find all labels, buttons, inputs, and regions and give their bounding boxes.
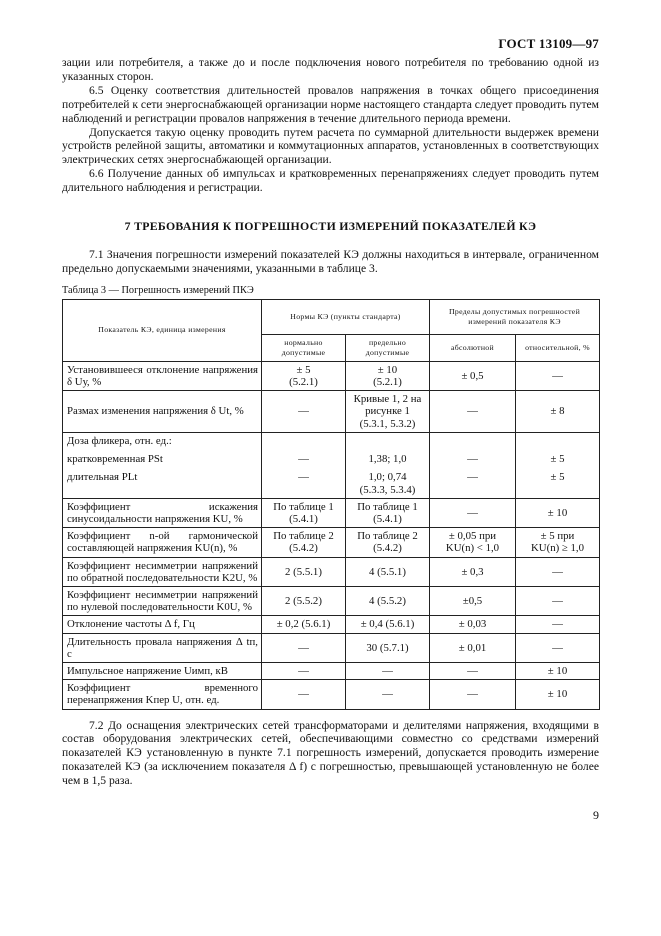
header-abs: абсолютной — [430, 334, 516, 361]
paragraph-7-2: 7.2 До оснащения электрических сетей трансформаторами и делителями напряжения, входящими в состав оборудования электрических сетей, обеспечивающими совместно со средствами измерений показателей КЭ установленную в пункте 7.1 погрешность измерений, допускается проводить измерение показателей КЭ (за исключением показателя Δ f) с погрешностью, превышающей установленную не более чем в 1,5 раза. — [62, 718, 599, 788]
cell-normal: — — [262, 680, 346, 709]
cell-abs: — — [430, 680, 516, 709]
cell-rel: ± 10 — [516, 662, 600, 679]
paragraph-6-5: 6.5 Оценку соответствия длительностей провалов напряжения в точках общего присоединения потребителей к сети энергоснабжающей организации норме настоящего стандарта следует проводить путем наблюдений и регистрации провалов напряжения в течение длительного периода времени. — [62, 83, 599, 125]
cell-abs: ± 0,03 — [430, 616, 516, 633]
cell-max: ± 0,4 (5.6.1) — [346, 616, 430, 633]
table-header-row — [63, 299, 600, 334]
page-number: 9 — [593, 808, 599, 822]
cell-max: По таблице 2 (5.4.2) — [346, 528, 430, 557]
table-row — [63, 616, 600, 633]
cell-normal: 2 (5.5.2) — [262, 586, 346, 615]
cell-abs: ±0,5 — [430, 586, 516, 615]
table-row — [63, 557, 600, 586]
cell-rel: ± 10 — [516, 498, 600, 527]
cell-abs: ± 0,5 — [430, 361, 516, 390]
paragraph-6-5-note: Допускается такую оценку проводить путем расчета по суммарной длительности выдержек времени устройств релейной защиты, автоматики и коммутационных аппаратов, установленных в соответствующих электрических сетях энергоснабжающей организации. — [62, 125, 599, 167]
cell-normal: — — [262, 633, 346, 662]
cell-rel: — — [516, 616, 600, 633]
row-name-temporary-overvoltage: Коэффициент временного перенапряжения Kпер U, отн. ед. — [63, 680, 262, 709]
cell-rel: ± 5 при KU(n) ≥ 1,0 — [516, 528, 600, 557]
document-code-header: ГОСТ 13109—97 — [498, 36, 599, 51]
cell-max: — — [346, 662, 430, 679]
cell-rel: — — [516, 586, 600, 615]
cell-abs: ± 0,05 при KU(n) < 1,0 — [430, 528, 516, 557]
table-row — [63, 391, 600, 433]
cell-max: 1,38; 1,0 1,0; 0,74 (5.3.3, 5.3.4) — [346, 432, 430, 498]
paragraph-6-6: 6.6 Получение данных об импульсах и кратковременных перенапряжениях следует проводить путем длительного наблюдения и регистрации. — [62, 167, 599, 195]
cell-normal: — — [262, 391, 346, 433]
table-row — [63, 680, 600, 709]
cell-normal: По таблице 1 (5.4.1) — [262, 498, 346, 527]
section-7-title: 7 ТРЕБОВАНИЯ К ПОГРЕШНОСТИ ИЗМЕРЕНИЙ ПОКАЗАТЕЛЕЙ КЭ — [124, 219, 537, 234]
table-row — [63, 586, 600, 615]
page-content — [62, 56, 599, 788]
table-row — [63, 498, 600, 527]
cell-rel: — — [516, 557, 600, 586]
cell-max: Кривые 1, 2 на рисунке 1 (5.3.1, 5.3.2) — [346, 391, 430, 433]
header-indicator: Показатель КЭ, единица измерения — [63, 299, 262, 361]
cell-normal: По таблице 2 (5.4.2) — [262, 528, 346, 557]
header-normal: нормально допустимые — [262, 334, 346, 361]
cell-abs: — — [430, 662, 516, 679]
paragraph-continuation: зации или потребителя, а также до и после подключения нового потребителя по требованию одной из указанных сторон. — [62, 56, 599, 83]
row-name-voltage-deviation: Установившееся отклонение напряжения δ Uу, % — [63, 361, 262, 390]
row-name-flicker: Доза фликера, отн. ед.: кратковременная PSt длительная PLt — [63, 432, 262, 498]
table-row — [63, 361, 600, 390]
row-name-negative-sequence: Коэффициент несимметрии напряжений по обратной последовательности K2U, % — [63, 557, 262, 586]
cell-normal: — — — [262, 432, 346, 498]
row-name-harmonic: Коэффициент n-ой гармонической составляющей напряжения KU(n), % — [63, 528, 262, 557]
cell-max: По таблице 1 (5.4.1) — [346, 498, 430, 527]
cell-normal: 2 (5.5.1) — [262, 557, 346, 586]
cell-abs: ± 0,01 — [430, 633, 516, 662]
row-name-thd: Коэффициент искажения синусоидальности напряжения KU, % — [63, 498, 262, 527]
header-max: предельно допустимые — [346, 334, 430, 361]
header-rel: относительной, % — [516, 334, 600, 361]
table-row — [63, 528, 600, 557]
table-caption: Таблица 3 — Погрешность измерений ПКЭ — [62, 284, 254, 296]
row-name-zero-sequence: Коэффициент несимметрии напряжений по нулевой последовательности K0U, % — [63, 586, 262, 615]
header-error-limits: Пределы допустимых погрешностей измерений показателя КЭ — [430, 299, 600, 334]
cell-abs: — — [430, 391, 516, 433]
cell-rel: — — [516, 633, 600, 662]
cell-max: — — [346, 680, 430, 709]
row-name-frequency-deviation: Отклонение частоты Δ f, Гц — [63, 616, 262, 633]
cell-rel: ± 5 ± 5 — [516, 432, 600, 498]
cell-normal: — — [262, 662, 346, 679]
cell-abs: — — — [430, 432, 516, 498]
cell-abs: — — [430, 498, 516, 527]
measurement-error-table — [62, 299, 600, 710]
cell-abs: ± 0,3 — [430, 557, 516, 586]
header-norms: Нормы КЭ (пункты стандарта) — [262, 299, 430, 334]
row-name-dip-duration: Длительность провала напряжения Δ tп, с — [63, 633, 262, 662]
cell-rel: — — [516, 361, 600, 390]
cell-max: 4 (5.5.2) — [346, 586, 430, 615]
cell-rel: ± 10 — [516, 680, 600, 709]
table-row — [63, 662, 600, 679]
paragraph-7-1: 7.1 Значения погрешности измерений показателей КЭ должны находиться в интервале, ограниченном предельно допускаемыми значениями, указанными в таблице 3. — [62, 248, 599, 275]
cell-normal: ± 0,2 (5.6.1) — [262, 616, 346, 633]
table-row — [63, 633, 600, 662]
cell-normal: ± 5 (5.2.1) — [262, 361, 346, 390]
row-name-voltage-swing: Размах изменения напряжения δ Ut, % — [63, 391, 262, 433]
cell-max: ± 10 (5.2.1) — [346, 361, 430, 390]
table-row — [63, 432, 600, 498]
cell-rel: ± 8 — [516, 391, 600, 433]
cell-max: 4 (5.5.1) — [346, 557, 430, 586]
cell-max: 30 (5.7.1) — [346, 633, 430, 662]
row-name-impulse-voltage: Импульсное напряжение Uимп, кВ — [63, 662, 262, 679]
